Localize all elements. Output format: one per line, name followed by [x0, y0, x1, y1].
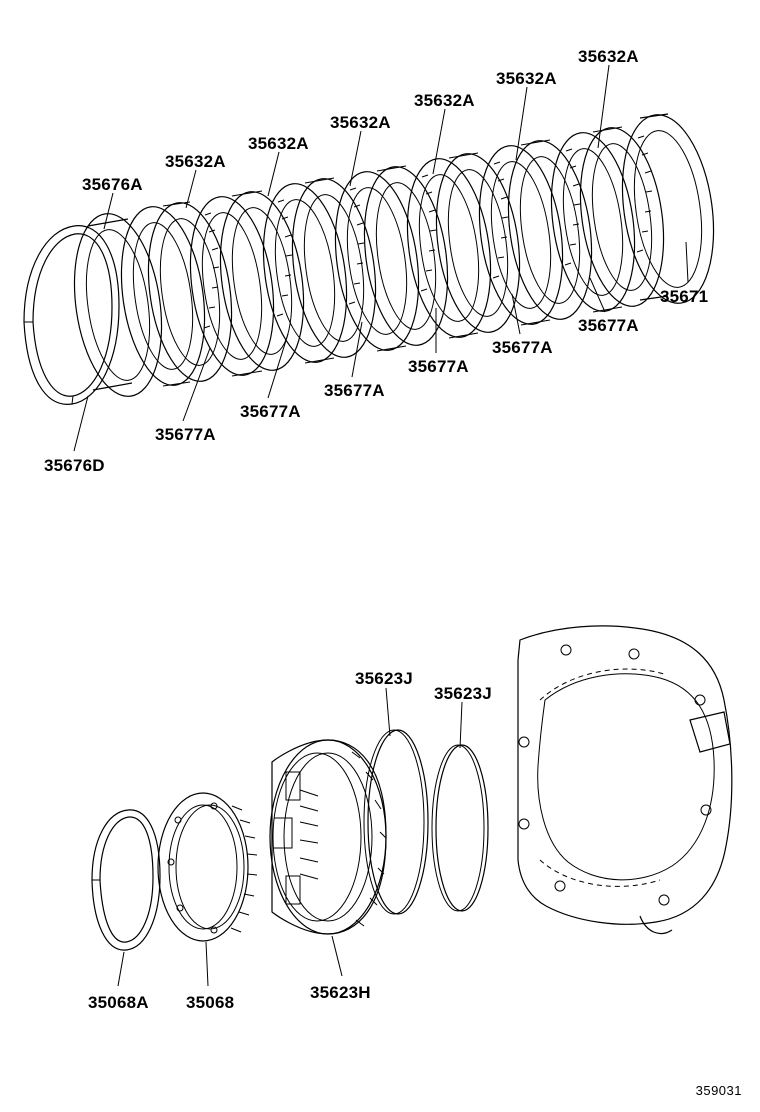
callout-35632A-5: 35632A — [496, 69, 557, 88]
piston-35623H — [270, 740, 386, 934]
callout-35677A-2: 35677A — [492, 338, 553, 357]
disc-pair-7 — [541, 122, 674, 316]
transmission-case — [518, 626, 732, 934]
callout-35632A-1: 35632A — [165, 152, 226, 171]
callout-35677A-1: 35677A — [578, 316, 639, 335]
figure-code: 359031 — [695, 1083, 742, 1098]
callout-35676A: 35676A — [82, 175, 143, 194]
callout-35623J-1: 35623J — [355, 669, 413, 688]
disc-pair-2 — [180, 186, 314, 380]
disc-pair-6 — [469, 135, 602, 329]
callout-35623H: 35623H — [310, 983, 371, 1002]
callout-35623J-2: 35623J — [434, 684, 492, 703]
seal-ring-35623J-2 — [432, 745, 488, 911]
disc-pair-3 — [253, 173, 386, 367]
ring-gear-35068 — [158, 793, 257, 941]
disc-pair-4 — [325, 161, 458, 355]
callout-35677A-5: 35677A — [240, 402, 301, 421]
plate-35671 — [611, 109, 725, 309]
callout-35677A-6: 35677A — [155, 425, 216, 444]
callout-35632A-4: 35632A — [414, 91, 475, 110]
callout-35632A-6: 35632A — [578, 47, 639, 66]
callout-35671: 35671 — [660, 287, 709, 306]
callout-35068: 35068 — [186, 993, 235, 1012]
seal-ring-35623J-1 — [364, 730, 428, 914]
callout-35677A-3: 35677A — [408, 357, 469, 376]
spline-teeth-hint — [204, 136, 652, 328]
callout-35676D: 35676D — [44, 456, 105, 475]
callout-35068A: 35068A — [88, 993, 149, 1012]
callout-35632A-2: 35632A — [248, 134, 309, 153]
snap-ring-35068A — [92, 810, 160, 950]
snap-ring-35676D — [24, 226, 119, 405]
callout-35632A-3: 35632A — [330, 113, 391, 132]
plate-35676A — [64, 208, 173, 402]
disc-pair-5 — [397, 148, 530, 342]
lower-leader-lines — [118, 688, 462, 986]
callout-35677A-4: 35677A — [324, 381, 385, 400]
disc-pair-1 — [111, 197, 242, 390]
